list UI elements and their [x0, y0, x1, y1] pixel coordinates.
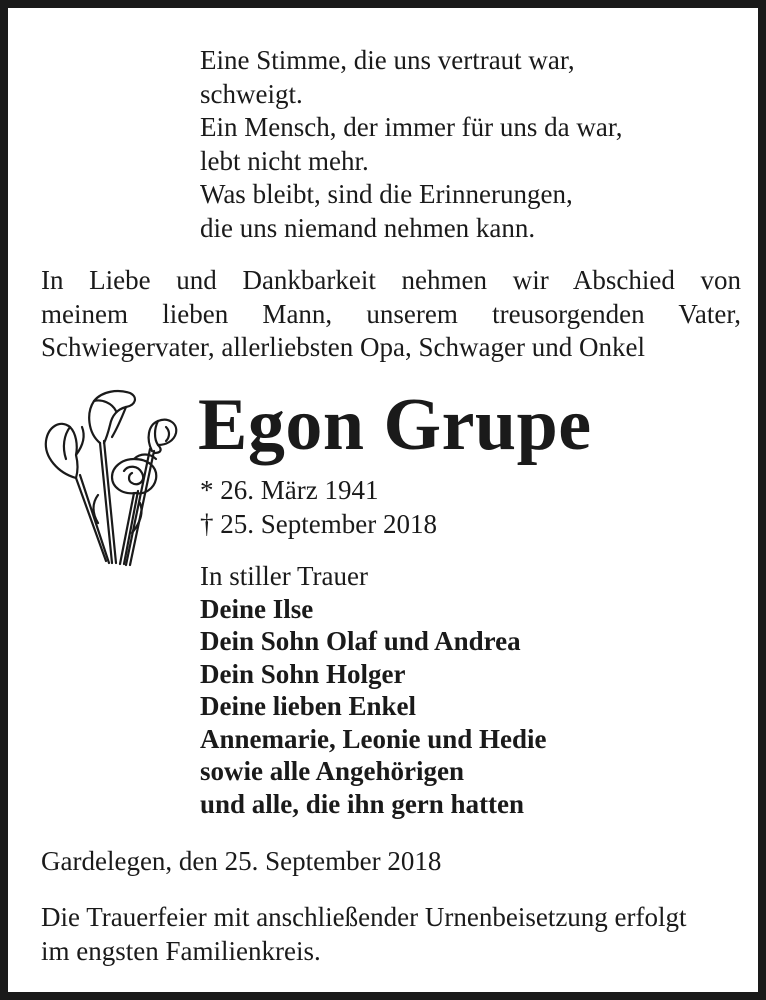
death-date: † 25. September 2018 — [200, 508, 437, 539]
intro-line: In Liebe und Dankbarkeit nehmen wir Abschied von — [41, 265, 741, 295]
mourner-name: Deine Ilse — [200, 593, 314, 624]
intro-line: meinem lieben Mann, unserem treusorgenden Vater, — [41, 298, 741, 329]
funeral-notice — [41, 901, 741, 968]
birth-date: * 26. März 1941 — [200, 475, 379, 505]
place-and-date: Gardelegen, den 25. September 2018 — [41, 846, 442, 876]
calla-lily-bouquet-icon — [36, 383, 182, 573]
poem-line: Was bleibt, sind die Erinnerungen, — [200, 179, 573, 209]
poem-line: schweigt. — [200, 78, 303, 109]
mourner-name: und alle, die ihn gern hatten — [200, 788, 525, 819]
farewell-intro — [41, 264, 741, 365]
poem-line: die uns niemand nehmen kann. — [200, 212, 536, 243]
poem-line: Ein Mensch, der immer für uns da war, — [200, 112, 623, 142]
mourners-heading: In stiller Trauer — [200, 561, 368, 591]
poem-line: lebt nicht mehr. — [200, 145, 369, 176]
poem-line: Eine Stimme, die uns vertraut war, — [200, 45, 575, 75]
mourner-name: Dein Sohn Holger — [200, 658, 406, 689]
mourners-list — [200, 560, 547, 820]
mourner-name: Annemarie, Leonie und Hedie — [200, 723, 547, 754]
funeral-line: Die Trauerfeier mit anschließender Urnenbeisetzung erfolgt — [41, 902, 687, 932]
intro-line: Schwiegervater, allerliebsten Opa, Schwager und Onkel — [41, 332, 645, 362]
mourner-name: Dein Sohn Olaf und Andrea — [200, 626, 521, 656]
mourner-name: Deine lieben Enkel — [200, 691, 417, 721]
poem — [200, 44, 720, 245]
funeral-line: im engsten Familienkreis. — [41, 935, 321, 966]
life-dates — [200, 474, 437, 541]
mourner-name: sowie alle Angehörigen — [200, 756, 464, 786]
deceased-name: Egon Grupe — [198, 384, 592, 466]
